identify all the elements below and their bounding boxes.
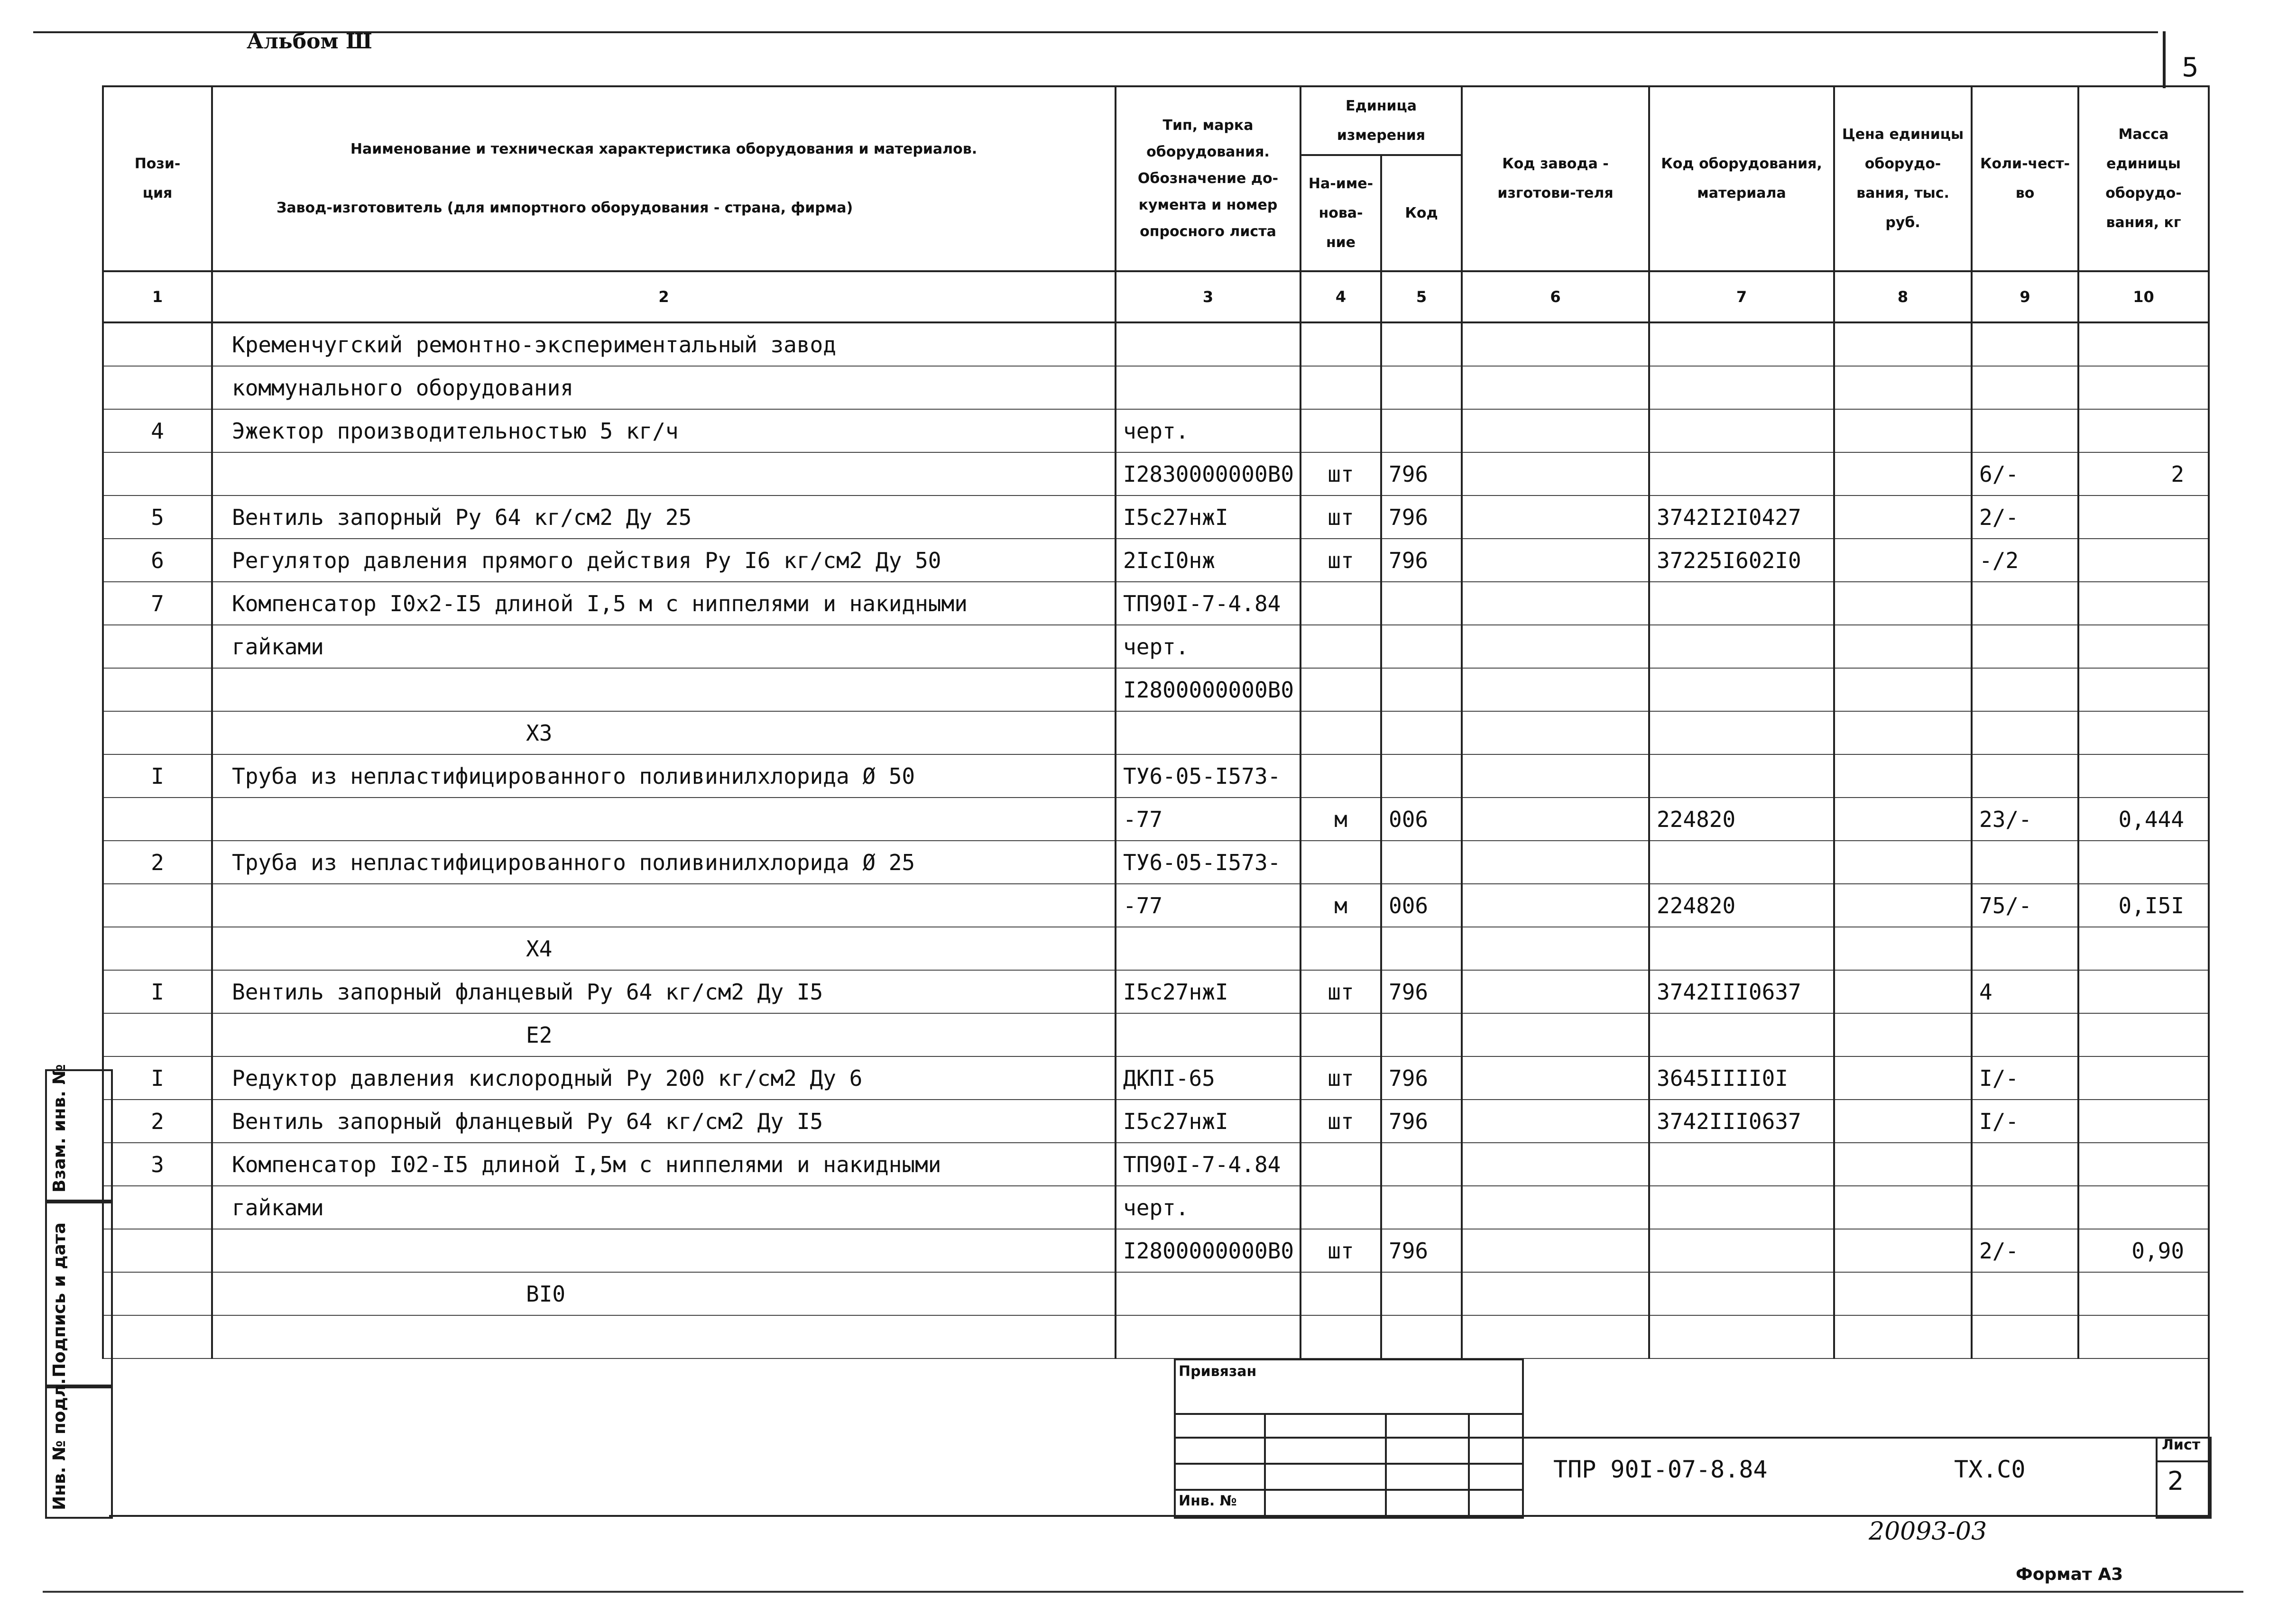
table-row bbox=[103, 1143, 2209, 1186]
cell-pos bbox=[103, 1013, 212, 1056]
cell-qty bbox=[1972, 754, 2078, 798]
cell-unit bbox=[1301, 668, 1381, 711]
table-row bbox=[103, 1013, 2209, 1056]
cell-price bbox=[1834, 1100, 1972, 1143]
cell-pos: 6 bbox=[103, 539, 212, 582]
cell-type: черт. bbox=[1116, 625, 1301, 668]
cell-price bbox=[1834, 452, 1972, 495]
header-unit-group: Единица измерения bbox=[1301, 86, 1462, 155]
cell-factory bbox=[1462, 366, 1649, 409]
cell-mass bbox=[2078, 1100, 2209, 1143]
cell-unit: шт bbox=[1301, 452, 1381, 495]
cell-type: черт. bbox=[1116, 1186, 1301, 1229]
titleblock-bound-label: Привязан bbox=[1179, 1363, 1257, 1380]
cell-type: I5с27нжI bbox=[1116, 970, 1301, 1013]
cell-code: 796 bbox=[1381, 1056, 1462, 1100]
cell-code bbox=[1381, 1186, 1462, 1229]
margin-label-replaced-inv: Взам. инв. № bbox=[50, 1064, 69, 1193]
cell-code: 796 bbox=[1381, 495, 1462, 539]
cell-type bbox=[1116, 1013, 1301, 1056]
cell-price bbox=[1834, 1272, 1972, 1315]
cell-name bbox=[212, 1229, 1116, 1272]
colnum-9: 9 bbox=[1972, 271, 2078, 322]
cell-factory bbox=[1462, 1013, 1649, 1056]
cell-equip bbox=[1649, 1272, 1834, 1315]
cell-unit bbox=[1301, 322, 1381, 366]
cell-factory bbox=[1462, 970, 1649, 1013]
cell-factory bbox=[1462, 841, 1649, 884]
cell-code bbox=[1381, 1013, 1462, 1056]
cell-name: Редуктор давления кислородный Ру 200 кг/см2 Ду 6 bbox=[212, 1056, 1116, 1100]
cell-pos bbox=[103, 668, 212, 711]
colnum-7: 7 bbox=[1649, 271, 1834, 322]
cell-unit bbox=[1301, 841, 1381, 884]
cell-equip bbox=[1649, 452, 1834, 495]
cell-unit: шт bbox=[1301, 970, 1381, 1013]
cell-type: ТУ6-05-I573- bbox=[1116, 754, 1301, 798]
cell-equip bbox=[1649, 625, 1834, 668]
cell-unit bbox=[1301, 625, 1381, 668]
cell-mass bbox=[2078, 1186, 2209, 1229]
cell-code bbox=[1381, 927, 1462, 970]
cell-equip: 3742I2I0427 bbox=[1649, 495, 1834, 539]
cell-equip: 3742III0637 bbox=[1649, 970, 1834, 1013]
cell-qty: I/- bbox=[1972, 1100, 2078, 1143]
cell-name: Регулятор давления прямого действия Ру I6 кг/см2 Ду 50 bbox=[212, 539, 1116, 582]
cell-mass bbox=[2078, 841, 2209, 884]
cell-mass bbox=[2078, 1013, 2209, 1056]
cell-qty bbox=[1972, 841, 2078, 884]
cell-pos bbox=[103, 798, 212, 841]
cell-factory bbox=[1462, 539, 1649, 582]
cell-qty bbox=[1972, 927, 2078, 970]
cell-factory bbox=[1462, 1056, 1649, 1100]
cell-code: 796 bbox=[1381, 1100, 1462, 1143]
table-row bbox=[103, 1100, 2209, 1143]
cell-price bbox=[1834, 582, 1972, 625]
cell-pos bbox=[103, 322, 212, 366]
cell-unit: м bbox=[1301, 884, 1381, 927]
cell-name: Кременчугский ремонтно-экспериментальный завод bbox=[212, 322, 1116, 366]
cell-mass bbox=[2078, 927, 2209, 970]
header-position: Пози- ция bbox=[103, 86, 212, 271]
cell-price bbox=[1834, 1013, 1972, 1056]
cell-qty: I/- bbox=[1972, 1056, 2078, 1100]
cell-pos: 5 bbox=[103, 495, 212, 539]
cell-name: Вентиль запорный Ру 64 кг/см2 Ду 25 bbox=[212, 495, 1116, 539]
bottom-frame-line bbox=[43, 1591, 2243, 1593]
table-row bbox=[103, 754, 2209, 798]
cell-mass bbox=[2078, 539, 2209, 582]
header-name-line2: Завод-изготовитель (для импортного оборудования - страна, фирма) bbox=[277, 200, 853, 216]
header-name-line1: Наименование и техническая характеристика оборудования и материалов. bbox=[350, 141, 978, 157]
cell-equip bbox=[1649, 582, 1834, 625]
cell-code: 006 bbox=[1381, 798, 1462, 841]
section-code: ТХ.С0 bbox=[1954, 1456, 2026, 1483]
cell-unit: шт bbox=[1301, 1100, 1381, 1143]
cell-name: Вентиль запорный фланцевый Ру 64 кг/см2 Ду I5 bbox=[212, 970, 1116, 1013]
cell-pos bbox=[103, 452, 212, 495]
table-row bbox=[103, 1272, 2209, 1315]
cell-mass bbox=[2078, 1272, 2209, 1315]
table-row bbox=[103, 1056, 2209, 1100]
table-row bbox=[103, 668, 2209, 711]
cell-factory bbox=[1462, 884, 1649, 927]
cell-mass bbox=[2078, 711, 2209, 754]
cell-unit bbox=[1301, 754, 1381, 798]
cell-price bbox=[1834, 322, 1972, 366]
cell-code bbox=[1381, 625, 1462, 668]
cell-qty: -/2 bbox=[1972, 539, 2078, 582]
cell-equip: 37225I602I0 bbox=[1649, 539, 1834, 582]
cell-name: гайками bbox=[212, 625, 1116, 668]
cell-type bbox=[1116, 322, 1301, 366]
cell-equip: 224820 bbox=[1649, 798, 1834, 841]
cell-name: коммунального оборудования bbox=[212, 366, 1116, 409]
cell-pos bbox=[103, 711, 212, 754]
cell-factory bbox=[1462, 322, 1649, 366]
cell-qty: 75/- bbox=[1972, 884, 2078, 927]
cell-unit: м bbox=[1301, 798, 1381, 841]
cell-unit bbox=[1301, 1143, 1381, 1186]
cell-factory bbox=[1462, 1229, 1649, 1272]
titleblock-vgrid-1 bbox=[1264, 1413, 1266, 1517]
sheet-label: Лист bbox=[2162, 1437, 2201, 1453]
cell-pos: 3 bbox=[103, 1143, 212, 1186]
cell-factory bbox=[1462, 798, 1649, 841]
cell-code: 796 bbox=[1381, 539, 1462, 582]
cell-unit: шт bbox=[1301, 1229, 1381, 1272]
cell-code bbox=[1381, 409, 1462, 452]
cell-type bbox=[1116, 1272, 1301, 1315]
cell-price bbox=[1834, 1056, 1972, 1100]
cell-factory bbox=[1462, 927, 1649, 970]
cell-qty: 2/- bbox=[1972, 495, 2078, 539]
cell-qty bbox=[1972, 409, 2078, 452]
cell-mass: 0,90 bbox=[2078, 1229, 2209, 1272]
cell-name: Труба из непластифицированного поливинилхлорида Ø 25 bbox=[212, 841, 1116, 884]
colnum-4: 4 bbox=[1301, 271, 1381, 322]
handwritten-number: 20093-03 bbox=[1869, 1517, 1987, 1546]
cell-equip bbox=[1649, 409, 1834, 452]
colnum-10: 10 bbox=[2078, 271, 2209, 322]
header-equipment-code: Код оборудования, материала bbox=[1649, 86, 1834, 271]
cell-mass bbox=[2078, 495, 2209, 539]
cell-unit: шт bbox=[1301, 495, 1381, 539]
cell-price bbox=[1834, 668, 1972, 711]
cell-pos bbox=[103, 1229, 212, 1272]
cell-qty: 2/- bbox=[1972, 1229, 2078, 1272]
cell-qty bbox=[1972, 711, 2078, 754]
cell-factory bbox=[1462, 668, 1649, 711]
cell-type: -77 bbox=[1116, 798, 1301, 841]
cell-unit bbox=[1301, 366, 1381, 409]
titleblock-vgrid-3 bbox=[1468, 1413, 1470, 1517]
cell-pos: I bbox=[103, 1056, 212, 1100]
table-row bbox=[103, 495, 2209, 539]
document-code: ТПР 90I-07-8.84 bbox=[1553, 1456, 1768, 1483]
cell-name: Компенсатор I02-I5 длиной I,5м с ниппелями и накидными bbox=[212, 1143, 1116, 1186]
cell-factory bbox=[1462, 1272, 1649, 1315]
cell-unit bbox=[1301, 582, 1381, 625]
cell-name: Е2 bbox=[212, 1013, 1116, 1056]
cell-equip bbox=[1649, 711, 1834, 754]
table-row bbox=[103, 322, 2209, 366]
table-row bbox=[103, 970, 2209, 1013]
cell-qty bbox=[1972, 1272, 2078, 1315]
colnum-5: 5 bbox=[1381, 271, 1462, 322]
cell-qty: 23/- bbox=[1972, 798, 2078, 841]
margin-stamp-divider-1 bbox=[45, 1200, 113, 1203]
cell-price bbox=[1834, 366, 1972, 409]
colnum-1: 1 bbox=[103, 271, 212, 322]
cell-equip: 3645IIII0I bbox=[1649, 1056, 1834, 1100]
cell-qty bbox=[1972, 1186, 2078, 1229]
cell-price bbox=[1834, 539, 1972, 582]
cell-type: черт. bbox=[1116, 409, 1301, 452]
cell-pos: 7 bbox=[103, 582, 212, 625]
cell-mass bbox=[2078, 970, 2209, 1013]
cell-type: ДКПI-65 bbox=[1116, 1056, 1301, 1100]
cell-name: ВI0 bbox=[212, 1272, 1116, 1315]
cell-type bbox=[1116, 927, 1301, 970]
cell-unit bbox=[1301, 1186, 1381, 1229]
cell-pos bbox=[103, 884, 212, 927]
cell-qty: 6/- bbox=[1972, 452, 2078, 495]
cell-unit bbox=[1301, 927, 1381, 970]
cell-type: 2IсI0нж bbox=[1116, 539, 1301, 582]
table-row bbox=[103, 625, 2209, 668]
cell-pos bbox=[103, 1186, 212, 1229]
cell-price bbox=[1834, 841, 1972, 884]
cell-mass bbox=[2078, 582, 2209, 625]
cell-factory bbox=[1462, 1100, 1649, 1143]
cell-factory bbox=[1462, 711, 1649, 754]
cell-unit bbox=[1301, 1272, 1381, 1315]
column-number-row bbox=[103, 271, 2209, 322]
paper-format: Формат А3 bbox=[2016, 1565, 2123, 1584]
cell-qty bbox=[1972, 582, 2078, 625]
cell-qty bbox=[1972, 366, 2078, 409]
table-row bbox=[103, 711, 2209, 754]
cell-pos: 2 bbox=[103, 1100, 212, 1143]
cell-code bbox=[1381, 841, 1462, 884]
table-row bbox=[103, 539, 2209, 582]
cell-qty bbox=[1972, 1013, 2078, 1056]
cell-equip bbox=[1649, 754, 1834, 798]
album-label: Альбом Ш bbox=[247, 29, 372, 54]
cell-type bbox=[1116, 366, 1301, 409]
colnum-8: 8 bbox=[1834, 271, 1972, 322]
sheet-number: 2 bbox=[2168, 1466, 2184, 1496]
cell-equip bbox=[1649, 366, 1834, 409]
cell-unit: шт bbox=[1301, 539, 1381, 582]
cell-mass bbox=[2078, 668, 2209, 711]
cell-mass bbox=[2078, 322, 2209, 366]
cell-price bbox=[1834, 495, 1972, 539]
cell-type: ТУ6-05-I573- bbox=[1116, 841, 1301, 884]
colnum-6: 6 bbox=[1462, 271, 1649, 322]
cell-name bbox=[212, 798, 1116, 841]
cell-unit bbox=[1301, 711, 1381, 754]
cell-equip bbox=[1649, 1143, 1834, 1186]
margin-label-original-inv: Инв. № подл. bbox=[50, 1378, 69, 1510]
table-row bbox=[103, 884, 2209, 927]
cell-name: Компенсатор I0х2-I5 длиной I,5 м с ниппелями и накидными bbox=[212, 582, 1116, 625]
titleblock-inv-label: Инв. № bbox=[1179, 1493, 1237, 1509]
cell-factory bbox=[1462, 754, 1649, 798]
cell-equip bbox=[1649, 1013, 1834, 1056]
cell-qty: 4 bbox=[1972, 970, 2078, 1013]
cell-name bbox=[212, 884, 1116, 927]
cell-pos bbox=[103, 625, 212, 668]
cell-code: 796 bbox=[1381, 1229, 1462, 1272]
cell-mass bbox=[2078, 366, 2209, 409]
cell-type: ТП90I-7-4.84 bbox=[1116, 582, 1301, 625]
cell-factory bbox=[1462, 1186, 1649, 1229]
colnum-2: 2 bbox=[212, 271, 1116, 322]
cell-pos: 4 bbox=[103, 409, 212, 452]
cell-price bbox=[1834, 711, 1972, 754]
cell-mass bbox=[2078, 409, 2209, 452]
page-number: 5 bbox=[2182, 52, 2199, 83]
cell-type bbox=[1116, 711, 1301, 754]
cell-code bbox=[1381, 1272, 1462, 1315]
table-row bbox=[103, 1186, 2209, 1229]
table-row bbox=[103, 841, 2209, 884]
cell-price bbox=[1834, 409, 1972, 452]
cell-name bbox=[212, 668, 1116, 711]
table-row bbox=[103, 798, 2209, 841]
cell-unit: шт bbox=[1301, 1056, 1381, 1100]
titleblock-vgrid-2 bbox=[1385, 1413, 1387, 1517]
cell-qty bbox=[1972, 322, 2078, 366]
sheet-box-divider bbox=[2156, 1460, 2210, 1462]
table-row bbox=[103, 582, 2209, 625]
cell-equip: 224820 bbox=[1649, 884, 1834, 927]
cell-type: I2830000000В0 bbox=[1116, 452, 1301, 495]
cell-equip bbox=[1649, 927, 1834, 970]
cell-type: I2800000000В0 bbox=[1116, 1229, 1301, 1272]
cell-qty bbox=[1972, 668, 2078, 711]
cell-price bbox=[1834, 1143, 1972, 1186]
cell-name: Эжектор производительностью 5 кг/ч bbox=[212, 409, 1116, 452]
cell-price bbox=[1834, 884, 1972, 927]
page-number-divider bbox=[2163, 31, 2166, 88]
cell-price bbox=[1834, 927, 1972, 970]
cell-code: 796 bbox=[1381, 970, 1462, 1013]
cell-equip bbox=[1649, 841, 1834, 884]
cell-price bbox=[1834, 754, 1972, 798]
cell-name: Труба из непластифицированного поливинилхлорида Ø 50 bbox=[212, 754, 1116, 798]
cell-price bbox=[1834, 798, 1972, 841]
header-unit-name: На-име-нова-ние bbox=[1301, 155, 1381, 271]
cell-unit bbox=[1301, 409, 1381, 452]
cell-mass: 2 bbox=[2078, 452, 2209, 495]
cell-equip bbox=[1649, 322, 1834, 366]
cell-pos bbox=[103, 1272, 212, 1315]
cell-qty bbox=[1972, 1143, 2078, 1186]
header-quantity: Коли-чест-во bbox=[1972, 86, 2078, 271]
cell-name: гайками bbox=[212, 1186, 1116, 1229]
cell-type: -77 bbox=[1116, 884, 1301, 927]
cell-pos: I bbox=[103, 970, 212, 1013]
cell-pos: I bbox=[103, 754, 212, 798]
cell-unit bbox=[1301, 1013, 1381, 1056]
cell-equip bbox=[1649, 668, 1834, 711]
cell-pos: 2 bbox=[103, 841, 212, 884]
cell-qty bbox=[1972, 625, 2078, 668]
cell-code bbox=[1381, 322, 1462, 366]
cell-pos bbox=[103, 366, 212, 409]
header-unit-mass: Масса единицы оборудо-вания, кг bbox=[2078, 86, 2209, 271]
cell-type: I2800000000В0 bbox=[1116, 668, 1301, 711]
cell-factory bbox=[1462, 582, 1649, 625]
specification-body bbox=[103, 322, 2209, 1358]
table-row bbox=[103, 409, 2209, 452]
cell-code bbox=[1381, 582, 1462, 625]
cell-type: I5с27нжI bbox=[1116, 495, 1301, 539]
header-name bbox=[212, 86, 1116, 271]
margin-label-signature-date: Подпись и дата bbox=[50, 1222, 69, 1377]
cell-name: Х4 bbox=[212, 927, 1116, 970]
table-row bbox=[103, 452, 2209, 495]
cell-mass: 0,I5I bbox=[2078, 884, 2209, 927]
colnum-3: 3 bbox=[1116, 271, 1301, 322]
cell-equip bbox=[1649, 1186, 1834, 1229]
cell-factory bbox=[1462, 409, 1649, 452]
header-unit-price: Цена единицы оборудо-вания, тыс. руб. bbox=[1834, 86, 1972, 271]
header-factory-code: Код завода - изготови-теля bbox=[1462, 86, 1649, 271]
cell-mass bbox=[2078, 754, 2209, 798]
cell-name: Вентиль запорный фланцевый Ру 64 кг/см2 Ду I5 bbox=[212, 1100, 1116, 1143]
cell-factory bbox=[1462, 625, 1649, 668]
cell-mass bbox=[2078, 1056, 2209, 1100]
cell-code bbox=[1381, 711, 1462, 754]
cell-mass bbox=[2078, 1143, 2209, 1186]
table-row bbox=[103, 1229, 2209, 1272]
cell-code: 796 bbox=[1381, 452, 1462, 495]
cell-price bbox=[1834, 1229, 1972, 1272]
cell-pos bbox=[103, 927, 212, 970]
cell-name bbox=[212, 452, 1116, 495]
cell-name: Х3 bbox=[212, 711, 1116, 754]
cell-factory bbox=[1462, 1143, 1649, 1186]
cell-price bbox=[1834, 1186, 1972, 1229]
cell-price bbox=[1834, 970, 1972, 1013]
cell-type: I5с27нжI bbox=[1116, 1100, 1301, 1143]
header-unit-code: Код bbox=[1381, 155, 1462, 271]
cell-equip: 3742III0637 bbox=[1649, 1100, 1834, 1143]
cell-code: 006 bbox=[1381, 884, 1462, 927]
header-type: Тип, марка оборудования. Обозначение до-кумента и номер опросного листа bbox=[1116, 86, 1301, 271]
cell-code bbox=[1381, 366, 1462, 409]
table-row bbox=[103, 927, 2209, 970]
cell-factory bbox=[1462, 452, 1649, 495]
cell-price bbox=[1834, 625, 1972, 668]
cell-code bbox=[1381, 668, 1462, 711]
cell-mass: 0,444 bbox=[2078, 798, 2209, 841]
cell-equip bbox=[1649, 1229, 1834, 1272]
cell-code bbox=[1381, 754, 1462, 798]
cell-type: ТП90I-7-4.84 bbox=[1116, 1143, 1301, 1186]
cell-code bbox=[1381, 1143, 1462, 1186]
cell-factory bbox=[1462, 495, 1649, 539]
specification-table bbox=[102, 85, 2210, 1359]
cell-mass bbox=[2078, 625, 2209, 668]
table-row bbox=[103, 366, 2209, 409]
